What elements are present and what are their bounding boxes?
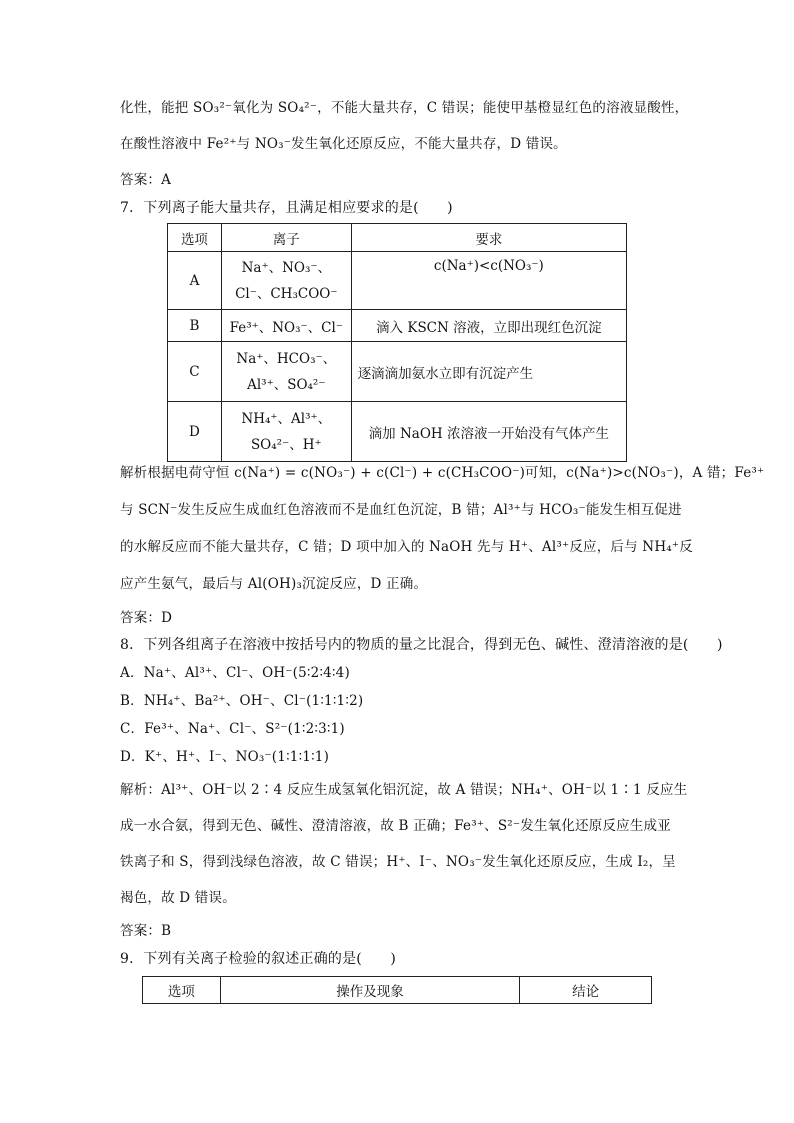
- option-cell: A: [168, 252, 222, 310]
- table-header-cell: 离子: [221, 224, 351, 252]
- option-c: C．Fe³⁺、Na⁺、Cl⁻、S²⁻(1∶2∶3∶1): [120, 721, 345, 737]
- option-cell: C: [168, 342, 222, 402]
- ions-text: SO₄²⁻、H⁺: [250, 436, 322, 453]
- requirement-cell: 滴加 NaOH 浓溶液一开始没有气体产生: [351, 402, 626, 462]
- requirement-cell: c(Na⁺)<c(NO₃⁻): [351, 252, 626, 310]
- answer-line: 答案：B: [120, 923, 172, 939]
- explanation-line: 成一水合氨，得到无色、碱性、澄清溶液，故 B 正确；Fe³⁺、S²⁻发生氧化还原反应生成亚: [120, 818, 671, 834]
- explanation-line: 在酸性溶液中 Fe²⁺与 NO₃⁻发生氧化还原反应，不能大量共存，D 错误。: [120, 136, 567, 152]
- option-d: D．K⁺、H⁺、I⁻、NO₃⁻(1∶1∶1∶1): [120, 749, 330, 765]
- answer-line: 答案：D: [120, 610, 173, 626]
- ions-cell: Fe³⁺、NO₃⁻、Cl⁻: [221, 310, 351, 342]
- explanation-line: 褐色，故 D 错误。: [120, 890, 236, 906]
- answer-line: 答案：A: [120, 172, 172, 188]
- table-header-cell: 结论: [520, 977, 652, 1004]
- ions-cell: [221, 252, 351, 310]
- table-row: [168, 402, 627, 462]
- ions-text: Na⁺、HCO₃⁻、: [236, 350, 337, 367]
- ions-cell: [221, 402, 351, 462]
- explanation-line: 铁离子和 S，得到浅绿色溶液，故 C 错误；H⁺、I⁻、NO₃⁻发生氧化还原反应，生成 I₂，呈: [120, 854, 676, 870]
- table-question-9: [142, 976, 652, 1004]
- explanation-line: 应产生氨气，最后与 Al(OH)₃沉淀反应，D 正确。: [120, 576, 428, 592]
- option-a: A．Na⁺、Al³⁺、Cl⁻、OH⁻(5∶2∶4∶4): [120, 665, 350, 681]
- table-header-row: [168, 224, 627, 252]
- option-cell: B: [168, 310, 222, 342]
- explanation-line: 与 SCN⁻发生反应生成血红色溶液而不是血红色沉淀，B 错；Al³⁺与 HCO₃⁻能发生相互促进: [120, 502, 682, 518]
- option-b: B．NH₄⁺、Ba²⁺、OH⁻、Cl⁻(1∶1∶1∶2): [120, 693, 364, 709]
- table-header-cell: 选项: [168, 224, 222, 252]
- ions-text: Cl⁻、CH₃COO⁻: [235, 285, 338, 302]
- explanation-line: 解析：Al³⁺、OH⁻以 2∶4 反应生成氢氧化铝沉淀，故 A 错误；NH₄⁺、OH⁻以 1∶1 反应生: [120, 782, 688, 798]
- question-7: 7．下列离子能大量共存，且满足相应要求的是( ): [120, 200, 453, 216]
- ions-text: NH₄⁺、Al³⁺、: [241, 410, 332, 427]
- table-row: [168, 252, 627, 310]
- explanation-line: 解析根据电荷守恒 c(Na⁺) = c(NO₃⁻) + c(Cl⁻) + c(CH₃COO⁻)可知，c(Na⁺)>c(NO₃⁻)，A 错；Fe³⁺: [120, 465, 765, 481]
- table-row: [168, 310, 627, 342]
- ions-text: Al³⁺、SO₄²⁻: [247, 376, 326, 393]
- table-row: [168, 342, 627, 402]
- explanation-line: 的水解反应而不能大量共存，C 错；D 项中加入的 NaOH 先与 H⁺、Al³⁺反应，后与 NH₄⁺反: [120, 539, 693, 555]
- option-cell: D: [168, 402, 222, 462]
- requirement-cell: 滴入 KSCN 溶液，立即出现红色沉淀: [351, 310, 626, 342]
- table-header-cell: 选项: [143, 977, 221, 1004]
- question-8: 8．下列各组离子在溶液中按括号内的物质的量之比混合，得到无色、碱性、澄清溶液的是( ): [120, 637, 723, 653]
- table-header-cell: 要求: [351, 224, 626, 252]
- table-header-cell: 操作及现象: [220, 977, 519, 1004]
- ions-text: Na⁺、NO₃⁻、: [241, 259, 331, 276]
- question-9: 9．下列有关离子检验的叙述正确的是( ): [120, 951, 397, 967]
- explanation-line: 化性，能把 SO₃²⁻氧化为 SO₄²⁻，不能大量共存，C 错误；能使甲基橙显红色的溶液显酸性，: [120, 100, 689, 116]
- ions-cell: [221, 342, 351, 402]
- table-question-7: [167, 223, 627, 462]
- table-header-row: [143, 977, 652, 1004]
- requirement-cell: 逐滴滴加氨水立即有沉淀产生: [351, 342, 626, 402]
